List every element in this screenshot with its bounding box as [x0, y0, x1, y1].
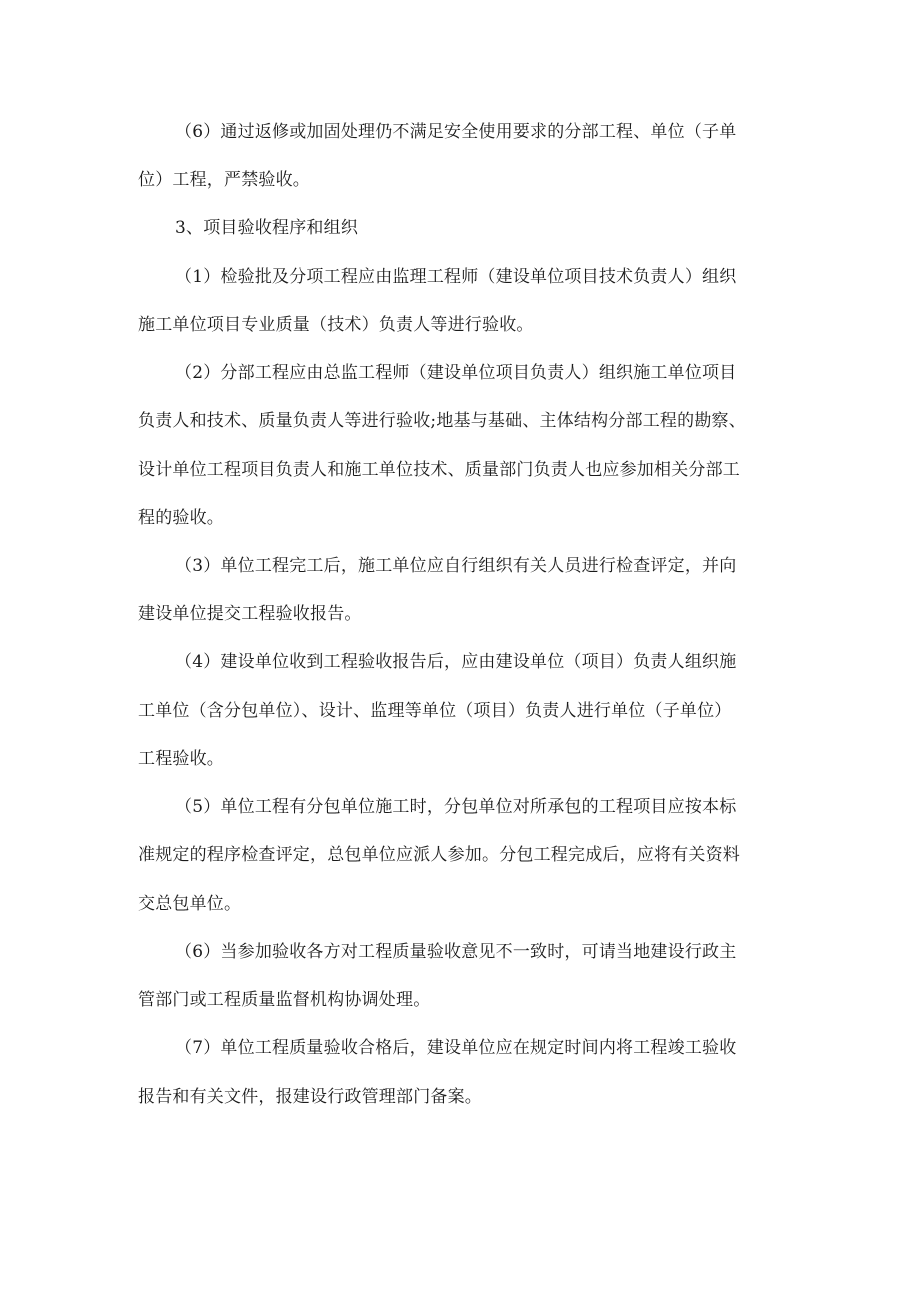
text-line: （2）分部工程应由总监工程师（建设单位项目负责人）组织施工单位项目	[175, 363, 737, 383]
text-line: 工单位（含分包单位）、设计、监理等单位（项目）负责人进行单位（子单位）	[138, 701, 732, 721]
text-line: （6）通过返修或加固处理仍不满足安全使用要求的分部工程、单位（子单	[175, 122, 737, 142]
text-line: （5）单位工程有分包单位施工时，分包单位对所承包的工程项目应按本标	[175, 797, 737, 817]
text-line: 程的验收。	[138, 508, 224, 528]
text-line: 负责人和技术、质量负责人等进行验收;地基与基础、主体结构分部工程的勘察、	[138, 411, 746, 431]
text-line: 设计单位工程项目负责人和施工单位技术、质量部门负责人也应参加相关分部工	[138, 460, 740, 480]
section-heading: 3、项目验收程序和组织	[175, 218, 359, 238]
text-line: 准规定的程序检查评定，总包单位应派人参加。分包工程完成后，应将有关资料	[138, 845, 740, 865]
text-line: （7）单位工程质量验收合格后，建设单位应在规定时间内将工程竣工验收	[175, 1038, 737, 1058]
text-line: 建设单位提交工程验收报告。	[138, 604, 362, 624]
text-line: 管部门或工程质量监督机构协调处理。	[138, 990, 431, 1010]
text-line: 交总包单位。	[138, 894, 242, 914]
text-line: 工程验收。	[138, 749, 224, 769]
text-line: 施工单位项目专业质量（技术）负责人等进行验收。	[138, 315, 534, 335]
text-line: 位）工程，严禁验收。	[138, 170, 310, 190]
text-line: （1）检验批及分项工程应由监理工程师（建设单位项目技术负责人）组织	[175, 267, 737, 287]
text-line: 报告和有关文件，报建设行政管理部门备案。	[138, 1087, 482, 1107]
text-line: （6）当参加验收各方对工程质量验收意见不一致时，可请当地建设行政主	[175, 942, 737, 962]
text-line: （4）建设单位收到工程验收报告后，应由建设单位（项目）负责人组织施	[175, 652, 737, 672]
text-line: （3）单位工程完工后，施工单位应自行组织有关人员进行检查评定，并向	[175, 556, 737, 576]
